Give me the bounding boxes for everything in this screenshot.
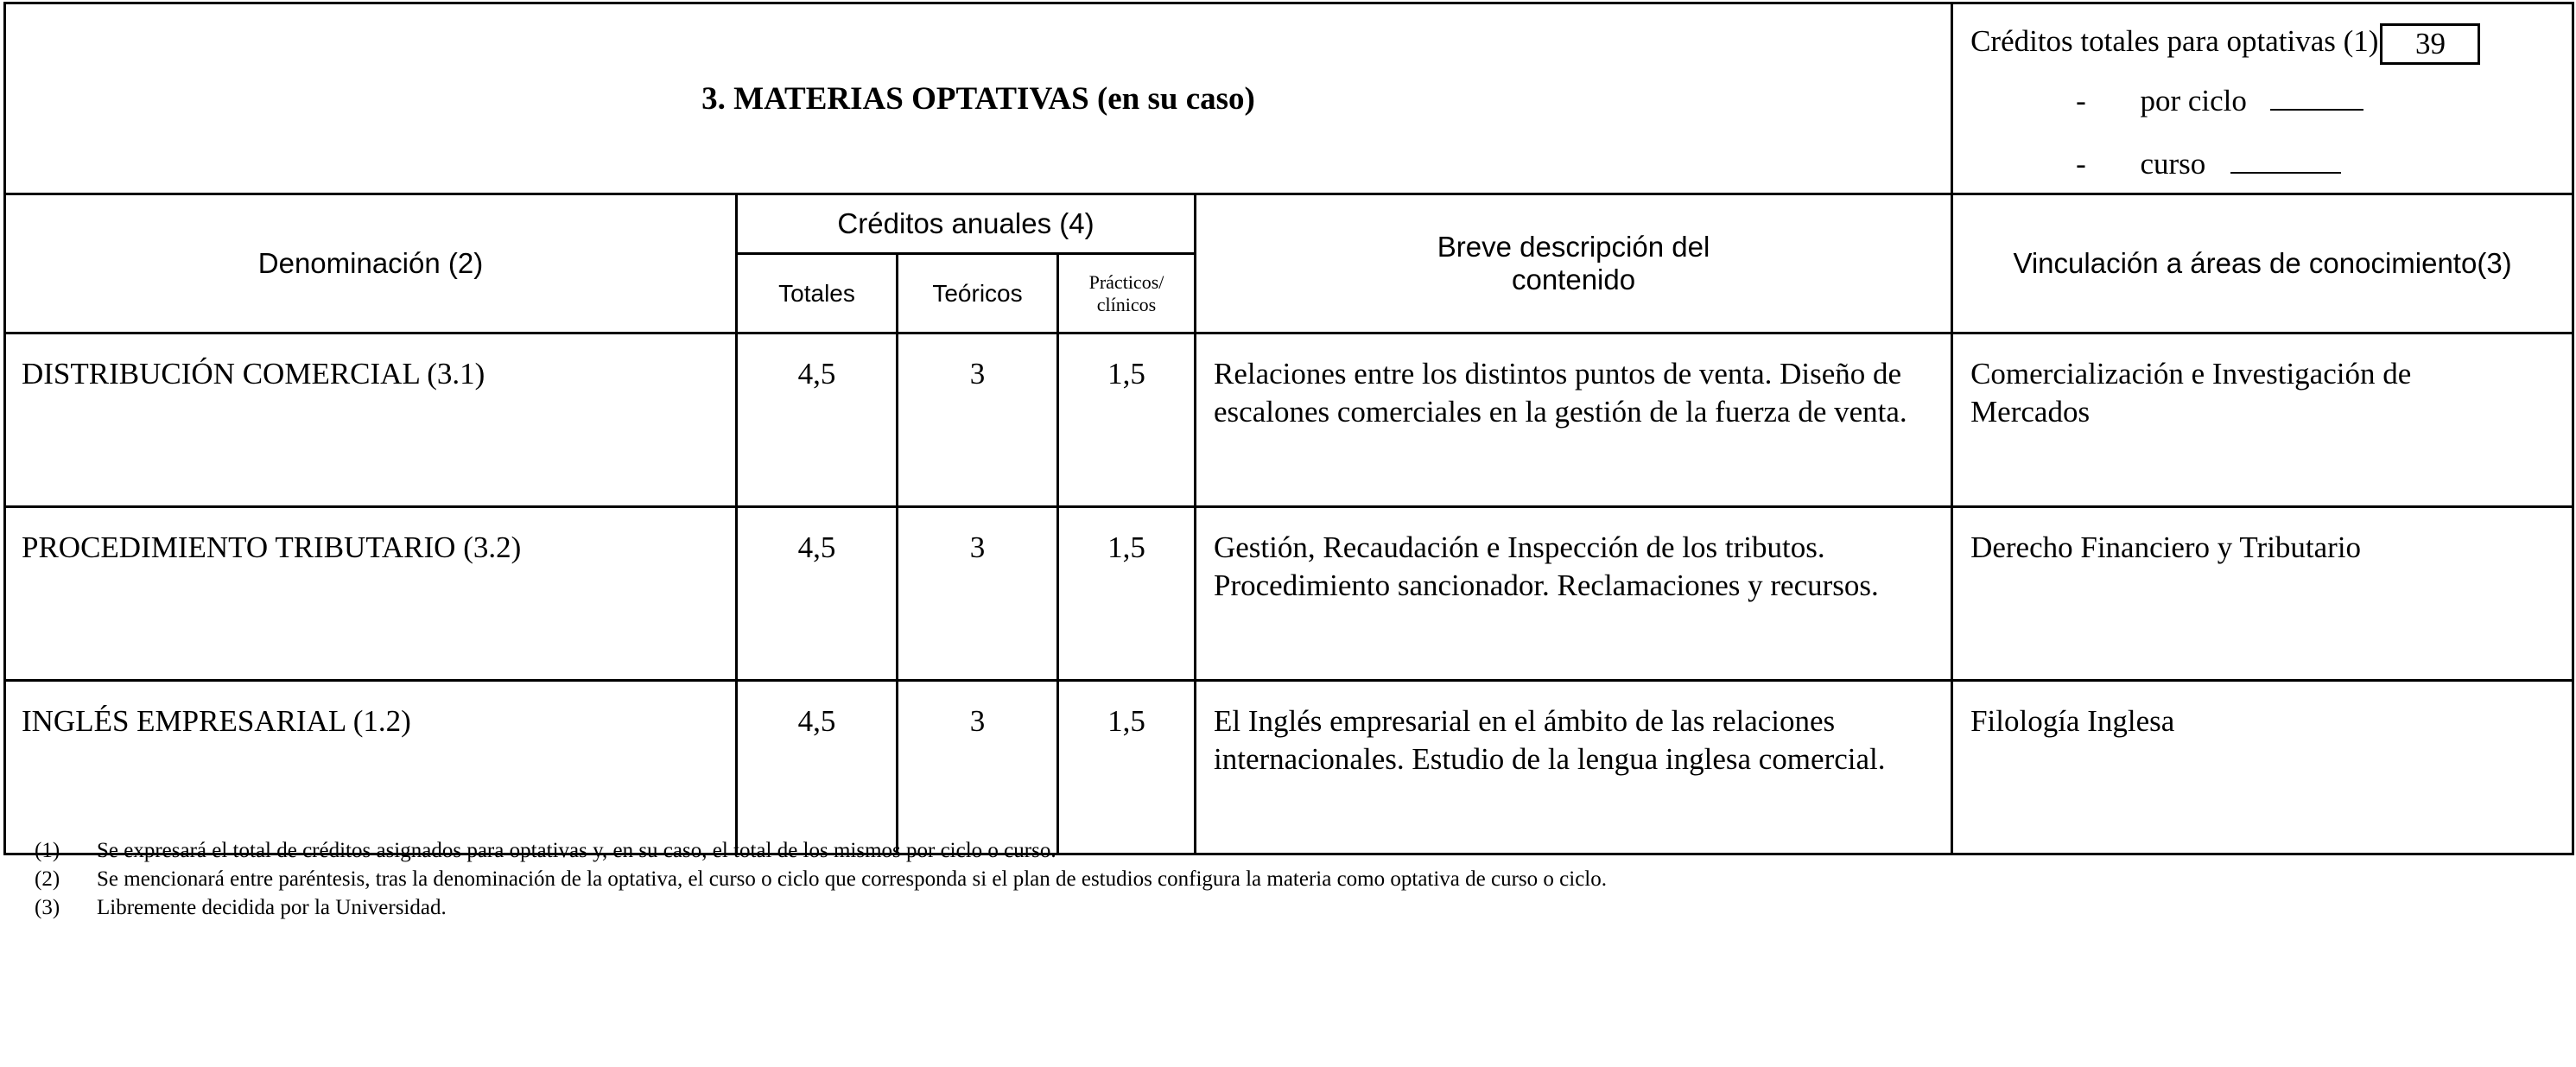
section-title [5,3,1952,194]
footnotes [35,836,1607,922]
col-practicos [1058,254,1196,333]
row-area [1952,333,2573,507]
col-practicos-line2: clínicos [1096,293,1157,315]
row-practicos: 1,5 [1058,681,1196,854]
row-teoricos: 3 [898,681,1058,854]
row-teoricos: 3 [898,507,1058,681]
por-ciclo-dash: - [2076,84,2086,117]
col-creditos-anuales-label: Créditos anuales (4) [837,207,1094,240]
table-row [5,333,2573,507]
row-practicos: 1,5 [1058,507,1196,681]
col-descripcion [1196,194,1952,333]
table-row [5,507,2573,681]
row-area-line2: Mercados [1970,395,2091,429]
col-descripcion-line2: contenido [1511,264,1636,295]
footnote-number: (3) [35,896,60,919]
row-area-line1: Derecho Financiero y Tributario [1970,530,2362,564]
footnote [35,893,1607,922]
col-denominacion-label: Denominación (2) [257,247,484,279]
row-description [1196,333,1952,507]
footnote-text: Se expresará el total de créditos asignados para optativas y, en su caso, el total de los mismos por ciclo o curso. [97,839,1056,862]
footnote-number: (1) [35,839,60,862]
row-description [1196,681,1952,854]
col-denominacion [5,194,737,333]
curso-label: curso [2140,147,2206,181]
row-totales: 4,5 [737,681,898,854]
credits-total-box [2380,23,2480,65]
col-vinculacion-label: Vinculación a áreas de conocimiento(3) [2013,247,2512,279]
row-totales: 4,5 [737,333,898,507]
por-ciclo-label: por ciclo [2140,84,2247,117]
col-descripcion-line1: Breve descripción del [1437,231,1710,263]
credits-total-line [1970,23,2480,65]
row-description [1196,507,1952,681]
col-vinculacion [1952,194,2573,333]
row-area-line1: Filología Inglesa [1970,704,2175,738]
footnote [35,836,1607,865]
optativas-table [3,2,2574,855]
col-practicos-line1: Prácticos/ [1088,270,1164,293]
row-teoricos: 3 [898,333,1058,507]
row-area [1952,681,2573,854]
row-description-line2: internacionales. Estudio de la lengua inglesa comercial. [1214,742,1886,776]
row-area [1952,507,2573,681]
row-practicos: 1,5 [1058,333,1196,507]
row-name: DISTRIBUCIÓN COMERCIAL (3.1) [5,333,737,507]
section-title-text: 3. MATERIAS OPTATIVAS (en su caso) [701,80,1255,117]
row-name: INGLÉS EMPRESARIAL (1.2) [5,681,737,854]
credits-total-value: 39 [2414,27,2446,60]
col-teoricos-label: Teóricos [932,279,1023,307]
title-row [5,3,2573,194]
row-description-line2: escalones comerciales en la gestión de la fuerza de venta. [1214,395,1907,429]
row-description-line1: El Inglés empresarial en el ámbito de las relaciones [1214,704,1836,738]
footnote [35,865,1607,893]
credits-summary [1952,3,2573,194]
footnote-text: Libremente decidida por la Universidad. [97,896,447,919]
por-ciclo-line [2076,84,2363,118]
col-totales [737,254,898,333]
footnote-number: (2) [35,867,60,891]
col-teoricos [898,254,1058,333]
curso-dash: - [2076,147,2086,181]
footnote-text: Se mencionará entre paréntesis, tras la denominación de la optativa, el curso o ciclo que corresponda si el plan de estudios configura la materia como optativa de curso o ciclo. [97,867,1607,891]
table-row [5,681,2573,854]
credits-total-label: Créditos totales para optativas (1) [1970,24,2379,59]
col-creditos-anuales [737,194,1196,254]
row-description-line2: Procedimiento sancionador. Reclamaciones y recursos. [1214,568,1879,602]
por-ciclo-blank [2270,109,2363,111]
row-description-line1: Relaciones entre los distintos puntos de venta. Diseño de [1214,357,1902,391]
row-totales: 4,5 [737,507,898,681]
row-name: PROCEDIMIENTO TRIBUTARIO (3.2) [5,507,737,681]
header-row-1 [5,194,2573,254]
row-description-line1: Gestión, Recaudación e Inspección de los tributos. [1214,530,1825,564]
curso-blank [2230,172,2341,174]
col-totales-label: Totales [778,279,855,307]
row-area-line1: Comercialización e Investigación de [1970,357,2412,391]
curso-line [2076,147,2341,181]
